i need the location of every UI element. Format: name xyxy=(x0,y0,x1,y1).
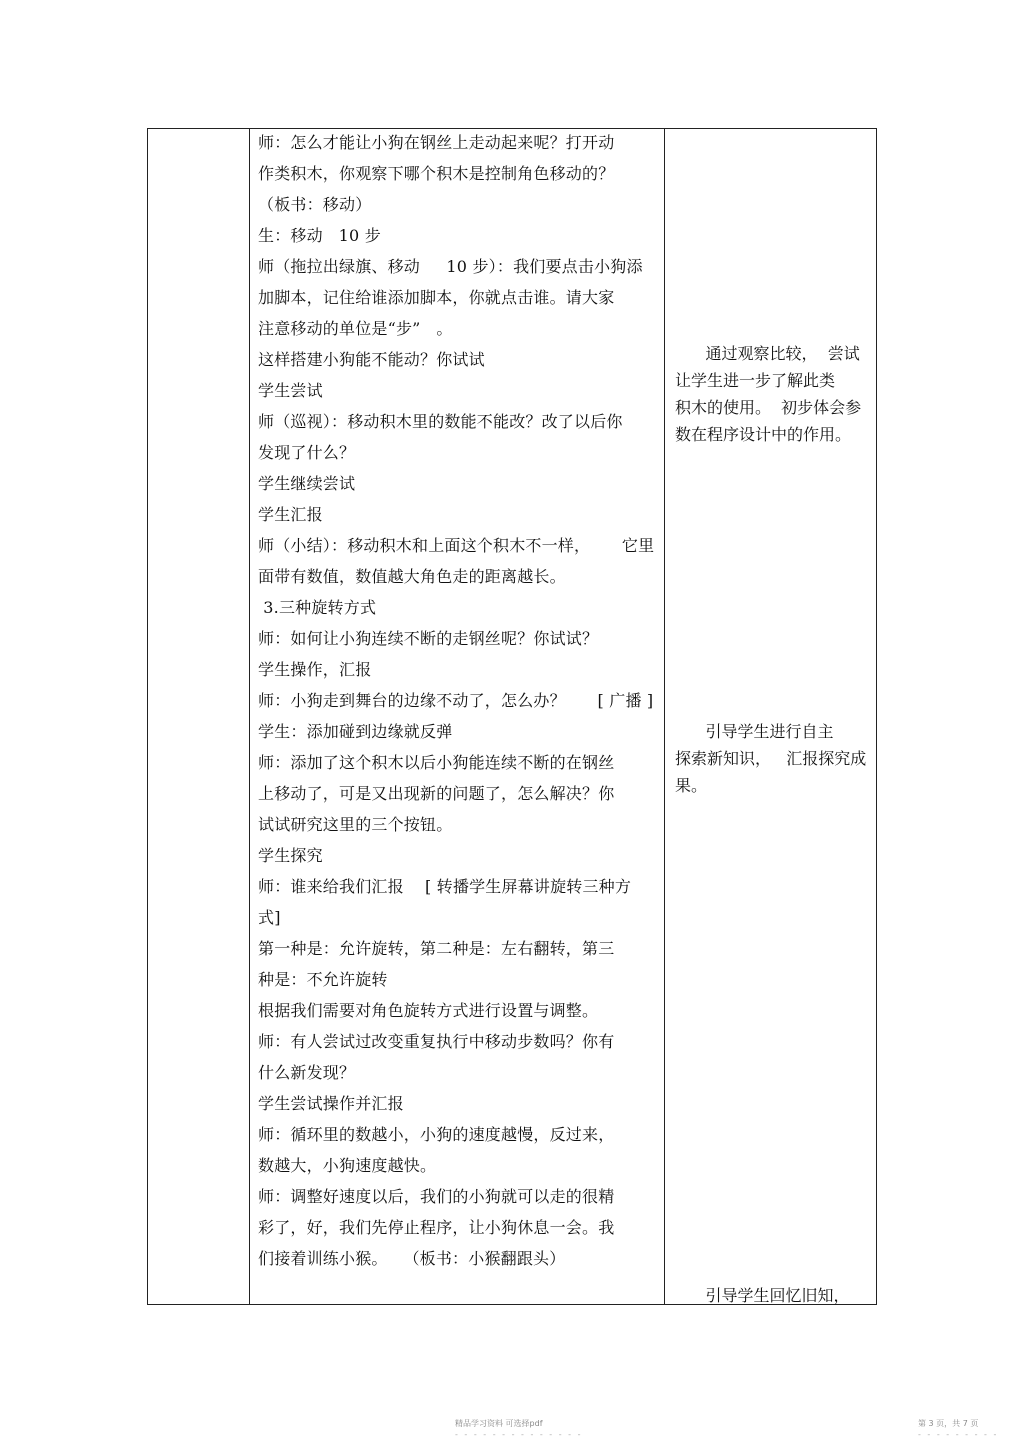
text-line: 根据我们需要对角色旋转方式进行设置与调整。 xyxy=(258,1001,599,1020)
text-line: 师（巡视）：移动积木里的数能不能改？改了以后你 xyxy=(258,412,623,431)
text-line: 学生探究 xyxy=(258,846,323,865)
text-line: 师：谁来给我们汇报 [ 转播学生屏幕讲旋转三种方 xyxy=(258,877,632,896)
text-line: 数越大，小狗速度越快。 xyxy=(258,1156,437,1175)
text-line: 生：移动 10 步 xyxy=(258,226,381,245)
column-divider-1 xyxy=(249,129,250,1304)
text-line: 作类积木，你观察下哪个积木是控制角色移动的？ xyxy=(258,164,615,183)
text-line: 加脚本，记住给谁添加脚本，你就点击谁。请大家 xyxy=(258,288,615,307)
design-note-2 xyxy=(675,718,870,799)
text-line: 数在程序设计中的作用。 xyxy=(675,425,852,444)
text-line: 通过观察比较， 尝试 xyxy=(675,344,860,363)
text-line: 师：如何让小狗连续不断的走钢丝呢？你试试？ xyxy=(258,629,599,648)
text-line: 引导学生回忆旧知， xyxy=(675,1286,850,1305)
text-line: 学生汇报 xyxy=(258,505,323,524)
text-line: 学生：添加碰到边缘就反弹 xyxy=(258,722,453,741)
text-line: 发现了什么？ xyxy=(258,443,356,462)
text-line: 试试研究这里的三个按钮。 xyxy=(258,815,453,834)
text-line: 什么新发现？ xyxy=(258,1063,356,1082)
text-line: 上移动了，可是又出现新的问题了，怎么解决？你 xyxy=(258,784,615,803)
text-line: 师（拖拉出绿旗、移动 10 步）：我们要点击小狗添 xyxy=(258,257,643,276)
text-line: 师：添加了这个积木以后小狗能连续不断的在钢丝 xyxy=(258,753,615,772)
text-line: 积木的使用。 初步体会参 xyxy=(675,398,862,417)
text-line: 果。 xyxy=(675,776,708,795)
footer-right-dashes: - - - - - - - - - xyxy=(918,1430,999,1439)
text-line: （板书：移动） xyxy=(258,195,372,214)
text-line: 师（小结）：移动积木和上面这个积木不一样， 它里 xyxy=(258,536,655,555)
design-note-3 xyxy=(675,1282,870,1309)
text-line: 这样搭建小狗能不能动？你试试 xyxy=(258,350,485,369)
text-line: 师：循环里的数越小，小狗的速度越慢，反过来， xyxy=(258,1125,615,1144)
text-line: 注意移动的单位是“步” 。 xyxy=(258,319,453,338)
text-line: 师：小狗走到舞台的边缘不动了，怎么办？ [ 广播 ] xyxy=(258,691,654,710)
footer-page-number: 第 3 页，共 7 页 xyxy=(918,1419,979,1428)
teaching-process-column xyxy=(258,127,658,1274)
text-line: 3.三种旋转方式 xyxy=(258,598,377,617)
text-line: 彩了，好，我们先停止程序，让小狗休息一会。我 xyxy=(258,1218,615,1237)
footer-source-text: 精品学习资料 可选择pdf xyxy=(455,1419,543,1428)
text-line: 让学生进一步了解此类 xyxy=(675,371,836,390)
text-line: 第一种是：允许旋转，第二种是：左右翻转，第三 xyxy=(258,939,615,958)
text-line: 师：有人尝试过改变重复执行中移动步数吗？你有 xyxy=(258,1032,615,1051)
text-line: 探索新知识， 汇报探究成 xyxy=(675,749,867,768)
text-line: 学生尝试操作并汇报 xyxy=(258,1094,404,1113)
footer-left-dashes: - - - - - - - - - - - - - - xyxy=(455,1430,583,1439)
column-divider-2 xyxy=(664,129,665,1304)
text-line: 学生操作，汇报 xyxy=(258,660,372,679)
text-line: 师：调整好速度以后，我们的小狗就可以走的很精 xyxy=(258,1187,615,1206)
design-note-1 xyxy=(675,340,870,448)
text-line: 们接着训练小猴。 （板书：小猴翻跟头） xyxy=(258,1249,566,1268)
text-line: 引导学生进行自主 xyxy=(675,722,834,741)
text-line: 面带有数值，数值越大角色走的距离越长。 xyxy=(258,567,566,586)
text-line: 学生尝试 xyxy=(258,381,323,400)
text-line: 种是：不允许旋转 xyxy=(258,970,388,989)
text-line: 式] xyxy=(258,908,281,927)
text-line: 师：怎么才能让小狗在钢丝上走动起来呢？打开动 xyxy=(258,133,615,152)
text-line: 学生继续尝试 xyxy=(258,474,356,493)
